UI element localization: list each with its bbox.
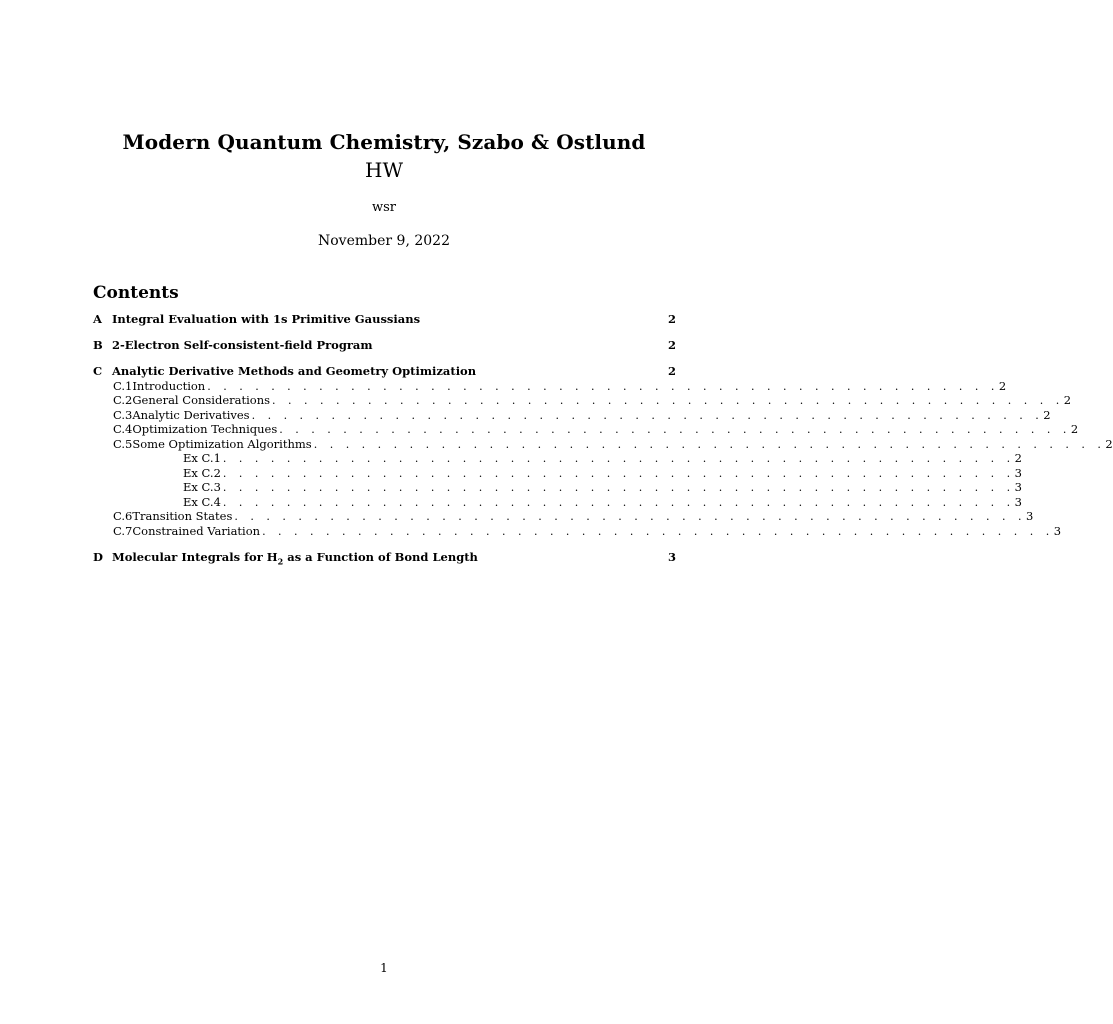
page-number: 1 xyxy=(380,961,388,975)
toc-page: 2 xyxy=(1043,407,1051,422)
toc-label: Optimization Techniques xyxy=(132,422,278,436)
toc-label: Ex C.3 xyxy=(183,480,221,494)
toc-label: General Considerations xyxy=(132,393,271,407)
toc-entry-ex-c3[interactable] xyxy=(93,480,1022,495)
toc-leader-dots: . . . . . . . . . . . . . . . . . . . . . . . . . . . . . . . . . . . . . . . . . . . . . . . . . . xyxy=(207,379,999,393)
toc-page: 2 xyxy=(1070,422,1079,436)
toc-label: Ex C.1 xyxy=(183,451,221,465)
toc-number: C.7 xyxy=(113,523,133,538)
toc-label: Ex C.4 xyxy=(183,494,221,509)
toc-entry-c7[interactable] xyxy=(93,523,1062,539)
toc-entry-section-a[interactable] xyxy=(93,312,676,327)
toc-leader-dots: . . . . . . . . . . . . . . . . . . . . . . . . . . . . . . . . . . . . . . . . . . . . . . . . . . xyxy=(222,452,1015,465)
toc-entry-section-c[interactable] xyxy=(93,364,676,379)
document-date: November 9, 2022 xyxy=(318,233,450,249)
toc-page: 3 xyxy=(1014,494,1022,509)
contents-heading: Contents xyxy=(93,283,179,303)
toc-entry-ex-c2[interactable] xyxy=(93,465,1022,481)
toc-entry-c1[interactable] xyxy=(93,378,1007,394)
toc-number: D xyxy=(93,549,103,564)
toc-label: Transition States xyxy=(132,509,233,523)
toc-label: Some Optimization Algorithms xyxy=(132,436,312,451)
toc-leader-dots: . . . . . . . . . . . . . . . . . . . . . . . . . . . . . . . . . . . . . . . . . . . . . . . . . . xyxy=(272,394,1064,407)
toc-leader-dots: . . . . . . . . . . . . . . . . . . . . . . . . . . . . . . . . . . . . . . . . . . . . . . . . . . xyxy=(222,495,1015,509)
toc-page: 2 xyxy=(667,312,676,326)
document-author: wsr xyxy=(371,200,396,215)
toc-entry-ex-c4[interactable] xyxy=(93,494,1022,510)
toc-page: 2 xyxy=(1014,451,1022,465)
toc-number: C.4 xyxy=(113,422,133,436)
toc-leader-dots: . . . . . . . . . . . . . . . . . . . . . . . . . . . . . . . . . . . . . . . . . . . . . . . . . . xyxy=(222,481,1015,494)
toc-page: 2 xyxy=(667,364,676,378)
toc-number: C.3 xyxy=(113,407,133,422)
toc-number: B xyxy=(93,338,103,352)
toc-entry-c6[interactable] xyxy=(93,509,1034,524)
toc-entry-ex-c1[interactable] xyxy=(93,451,1022,466)
toc-label: Analytic Derivative Methods and Geometry Optimization xyxy=(112,364,477,378)
toc-entry-section-d[interactable] xyxy=(93,550,676,565)
toc-page: 2 xyxy=(667,338,676,352)
toc-entry-c3[interactable] xyxy=(93,407,1051,423)
toc-leader-dots: . . . . . . . . . . . . . . . . . . . . . . . . . . . . . . . . . . . . . . . . . . . . . . . . . . xyxy=(279,423,1071,436)
toc-number: C xyxy=(93,364,103,378)
toc-entry-c2[interactable] xyxy=(93,393,1072,408)
toc-page: 3 xyxy=(1053,523,1062,538)
toc-label: Analytic Derivatives xyxy=(132,407,250,422)
toc-leader-dots: . . . . . . . . . . . . . . . . . . . . . . . . . . . . . . . . . . . . . . . . . . . . . . . . . . xyxy=(222,466,1015,480)
toc-page: 3 xyxy=(1014,480,1022,494)
toc-leader-dots: . . . . . . . . . . . . . . . . . . . . . . . . . . . . . . . . . . . . . . . . . . . . . . . . . . xyxy=(234,510,1027,523)
toc-leader-dots: . . . . . . . . . . . . . . . . . . . . . . . . . . . . . . . . . . . . . . . . . . . . . . . . . . xyxy=(313,437,1106,451)
toc-leader-dots: . . . . . . . . . . . . . . . . . . . . . . . . . . . . . . . . . . . . . . . . . . . . . . . . . . xyxy=(262,524,1054,538)
toc-number: C.1 xyxy=(113,378,133,393)
document-title: Modern Quantum Chemistry, Szabo & Ostlund xyxy=(122,130,646,154)
toc-number: C.6 xyxy=(113,509,133,523)
toc-page: 2 xyxy=(1105,436,1113,451)
toc-entry-c5[interactable] xyxy=(93,436,1113,452)
toc-label: Constrained Variation xyxy=(132,523,261,538)
toc-number: A xyxy=(93,312,102,326)
toc-label: Ex C.2 xyxy=(183,465,221,480)
toc-page: 3 xyxy=(1014,465,1022,480)
toc-entry-c4[interactable] xyxy=(93,422,1079,437)
toc-page: 3 xyxy=(1026,509,1034,523)
toc-number: C.5 xyxy=(113,436,133,451)
toc-label: Integral Evaluation with 1s Primitive Gaussians xyxy=(112,312,421,326)
table-of-contents xyxy=(93,312,1113,566)
toc-leader-dots: . . . . . . . . . . . . . . . . . . . . . . . . . . . . . . . . . . . . . . . . . . . . . . . . . . xyxy=(251,408,1044,422)
document-subtitle: HW xyxy=(365,158,403,182)
toc-page: 3 xyxy=(667,549,676,564)
toc-number: C.2 xyxy=(113,393,133,407)
toc-page: 2 xyxy=(998,378,1007,393)
toc-label: 2-Electron Self-consistent-field Program xyxy=(112,338,373,352)
toc-entry-section-b[interactable] xyxy=(93,338,676,353)
toc-label: Introduction xyxy=(132,378,206,393)
toc-label: Molecular Integrals for $H_2$ as a Function of Bond Length xyxy=(112,549,478,566)
toc-page: 2 xyxy=(1063,393,1072,407)
